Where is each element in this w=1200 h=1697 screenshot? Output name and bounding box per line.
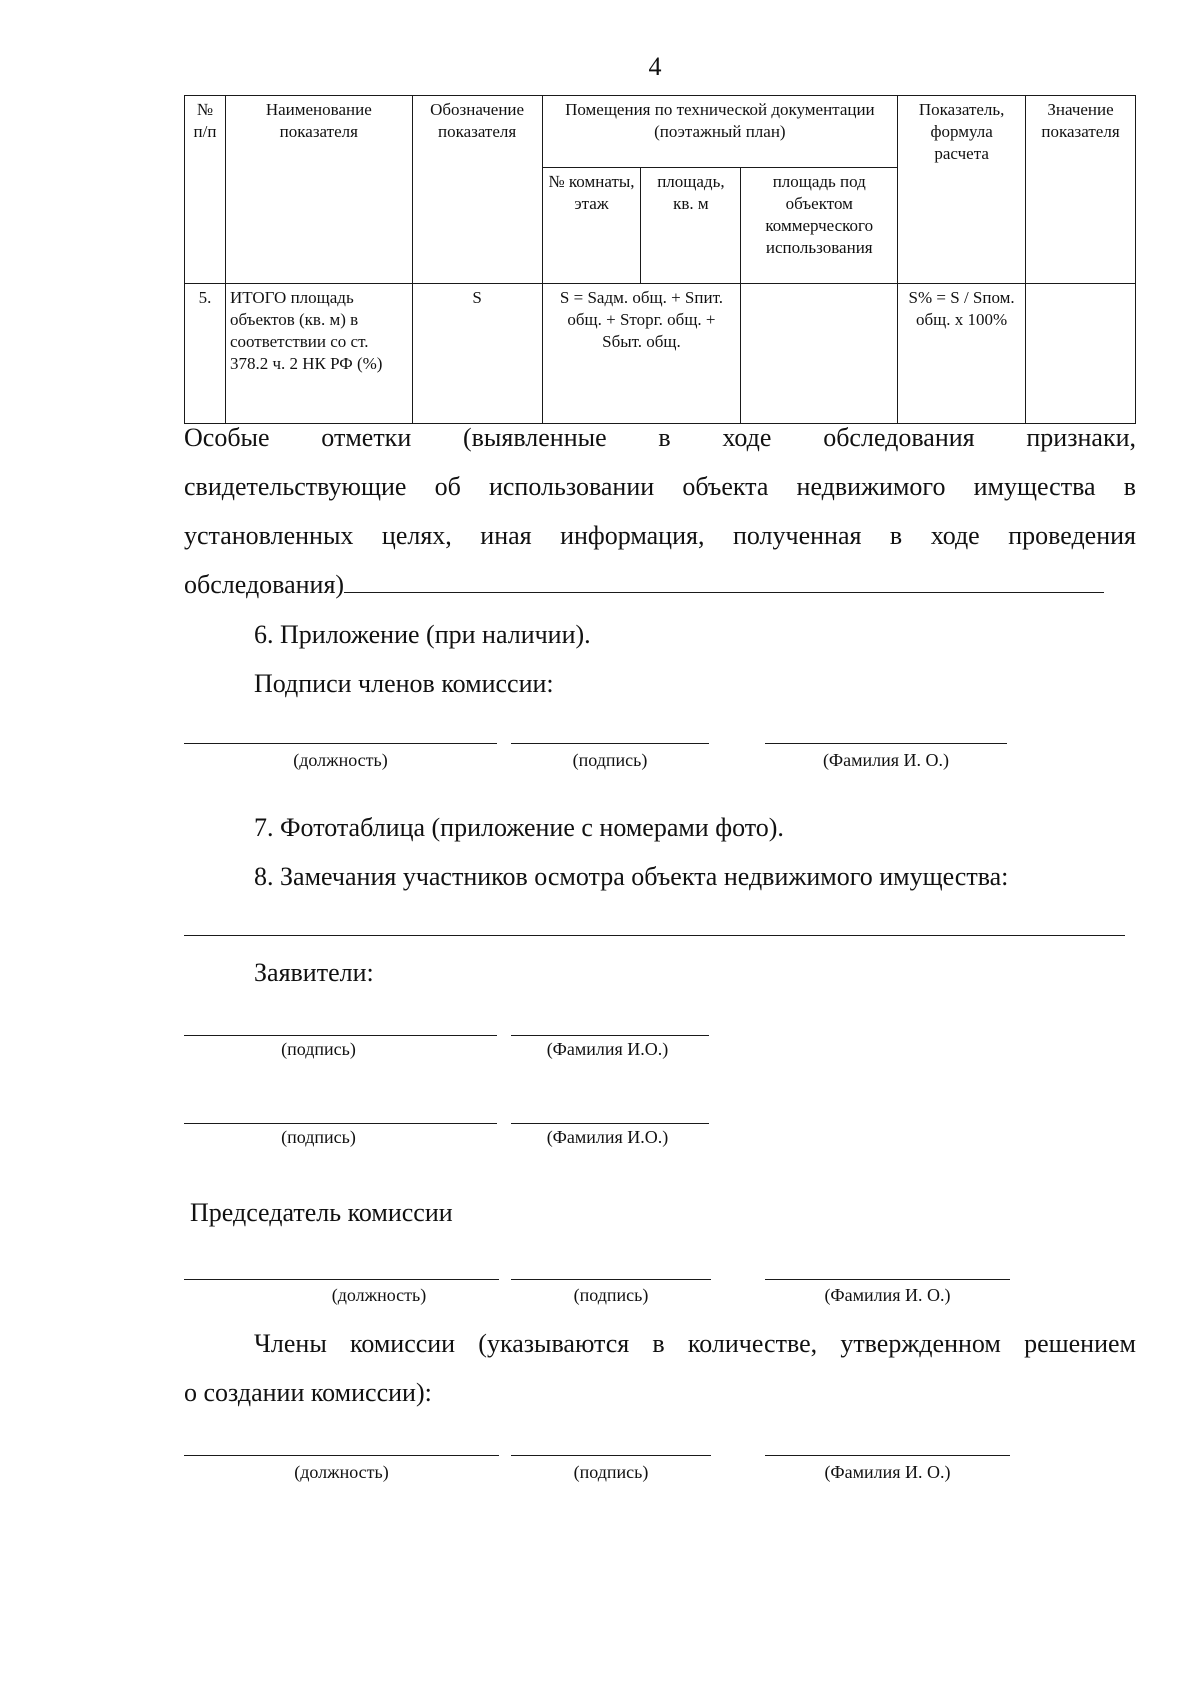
applicant-1-name-caption: (Фамилия И.О.) xyxy=(546,1039,669,1059)
chairman-title: Председатель комиссии xyxy=(190,1198,453,1227)
row-name: ИТОГО площадь объектов (кв. м) в соответствии со ст. 378.2 ч. 2 НК РФ (%) xyxy=(225,284,412,424)
header-room: № комнаты, этаж xyxy=(542,168,641,284)
attachment-item: 6. Приложение (при наличии). xyxy=(254,620,591,649)
table-row xyxy=(185,284,1136,424)
chairman-name-line xyxy=(765,1279,1010,1280)
special-notes-line-3: установленных целях, иная информация, полученная в ходе проведения xyxy=(184,521,1136,550)
chairman-position-caption: (должность) xyxy=(331,1285,427,1305)
chairman-position-line xyxy=(184,1279,499,1280)
header-premises-group: Помещения по технической документации (поэтажный план) xyxy=(542,96,898,168)
page-number: 4 xyxy=(648,52,662,81)
special-notes-fill-line xyxy=(344,570,1104,593)
signature-line xyxy=(511,743,709,744)
remarks-item: 8. Замечания участников осмотра объекта недвижимого имущества: xyxy=(254,862,1009,891)
commission-signatures-title: Подписи членов комиссии: xyxy=(254,669,554,698)
header-commercial-area: площадь под объектом коммерческого использования xyxy=(741,168,898,284)
position-caption: (должность) xyxy=(293,750,388,770)
header-designation: Обозначение показателя xyxy=(412,96,542,284)
position-line xyxy=(184,743,497,744)
header-formula: Показатель, формула расчета xyxy=(898,96,1026,284)
row-commercial-area xyxy=(741,284,898,424)
photo-table-item: 7. Фототаблица (приложение с номерами фото). xyxy=(254,813,784,842)
member-name-caption: (Фамилия И. О.) xyxy=(824,1462,951,1482)
member-position-caption: (должность) xyxy=(294,1462,389,1482)
header-number: № п/п xyxy=(185,96,226,284)
header-value: Значение показателя xyxy=(1026,96,1136,284)
member-signature-caption: (подпись) xyxy=(573,1462,649,1482)
row-premises-formula: S = Sадм. общ. + Sпит. общ. + Sторг. общ. + Sбыт. общ. xyxy=(542,284,741,424)
member-name-line xyxy=(765,1455,1010,1456)
table-header-row xyxy=(185,96,1136,168)
row-value xyxy=(1026,284,1136,424)
special-notes-line-2: свидетельствующие об использовании объекта недвижимого имущества в xyxy=(184,472,1136,501)
chairman-name-caption: (Фамилия И. О.) xyxy=(824,1285,951,1305)
header-name: Наименование показателя xyxy=(225,96,412,284)
row-indicator-formula: S% = S / Sпом. общ. x 100% xyxy=(898,284,1026,424)
remarks-line xyxy=(184,935,1125,936)
indicators-table xyxy=(184,95,1136,424)
applicant-2-signature-line xyxy=(184,1123,497,1124)
applicant-1-signature-caption: (подпись) xyxy=(281,1039,356,1059)
applicant-2-name-caption: (Фамилия И.О.) xyxy=(546,1127,669,1147)
applicant-2-signature-caption: (подпись) xyxy=(281,1127,356,1147)
applicants-title: Заявители: xyxy=(254,958,374,987)
applicant-1-signature-line xyxy=(184,1035,497,1036)
member-signature-line xyxy=(511,1455,711,1456)
row-designation: S xyxy=(412,284,542,424)
chairman-signature-caption: (подпись) xyxy=(573,1285,649,1305)
chairman-signature-line xyxy=(511,1279,711,1280)
applicant-2-name-line xyxy=(511,1123,709,1124)
applicant-1-name-line xyxy=(511,1035,709,1036)
name-line xyxy=(765,743,1007,744)
name-caption: (Фамилия И. О.) xyxy=(822,750,950,770)
header-area: площадь, кв. м xyxy=(641,168,741,284)
special-notes-line-1: Особые отметки (выявленные в ходе обследования признаки, xyxy=(184,423,1136,452)
members-note-line-2: о создании комиссии): xyxy=(184,1378,432,1407)
members-note-line-1: Члены комиссии (указываются в количестве, утвержденном решением xyxy=(254,1329,1136,1358)
signature-caption: (подпись) xyxy=(572,750,648,770)
special-notes-line-4 xyxy=(184,560,1104,609)
row-number: 5. xyxy=(185,284,226,424)
member-position-line xyxy=(184,1455,499,1456)
special-notes-ending: обследования) xyxy=(184,570,345,599)
